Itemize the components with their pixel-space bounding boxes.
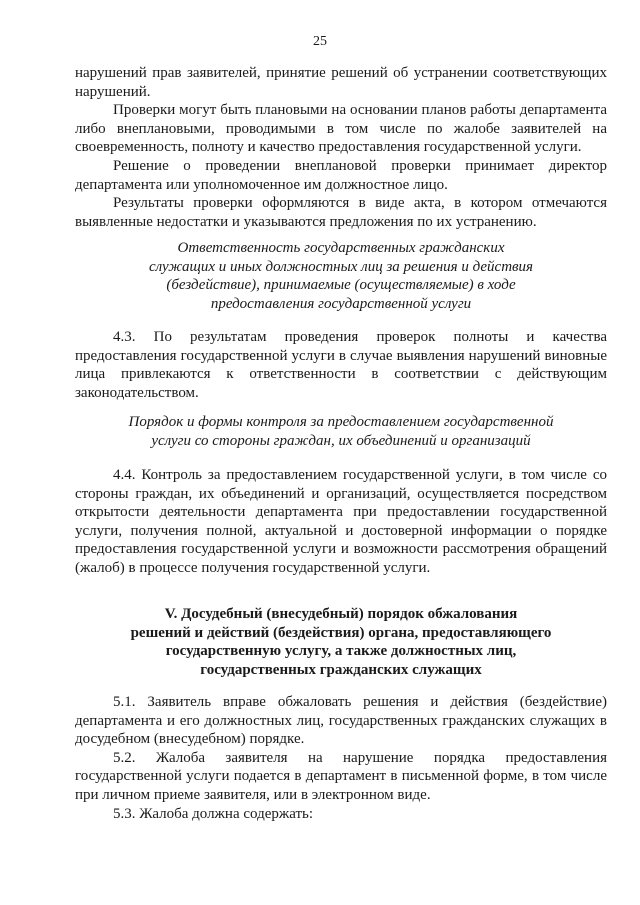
heading-line: решений и действий (бездействия) органа, предоставляющего — [130, 624, 552, 641]
paragraph: нарушений прав заявителей, принятие решений об устранении соответствующих нарушений. — [75, 65, 607, 100]
paragraph: 4.3. По результатам проведения проверок полноты и качества предоставления государственной услуги в случае выявления нарушений виновные лица привлекаются к ответственности в соответствии с действующим законодательством. — [75, 329, 607, 401]
heading-line: (бездействие), принимаемые (осуществляемые) в ходе — [166, 277, 516, 294]
section-heading-control — [75, 413, 607, 450]
section-heading-responsibility — [75, 239, 607, 313]
paragraph-4-3 — [75, 328, 607, 402]
paragraph-4-4 — [75, 466, 607, 578]
heading-line: услуги со стороны граждан, их объединений и организаций — [151, 432, 531, 449]
heading-line: государственных гражданских служащих — [200, 661, 482, 678]
paragraph: Решение о проведении внеплановой проверки принимает директор департамента или уполномоченное им должностное лицо. — [75, 157, 607, 193]
paragraph: Проверки могут быть плановыми на основании планов работы департамента либо внеплановыми, проводимыми в том числе по жалобе заявителей на своевременность, полноту и качество предоставления государственной услуги. — [75, 102, 607, 156]
heading-line: служащих и иных должностных лиц за решения и действия — [148, 258, 534, 275]
heading-line: предоставления государственной услуги — [210, 295, 472, 312]
paragraph: 5.1. Заявитель вправе обжаловать решения и действия (бездействие) департамента и его должностных лиц, государственных гражданских служащих в досудебном (внесудебном) порядке. — [75, 694, 607, 748]
paragraph: Результаты проверки оформляются в виде акта, в котором отмечаются выявленные недостатки и указываются предложения по их устранению. — [75, 195, 607, 230]
heading-line: государственную услугу, а также должностных лиц, — [165, 643, 517, 660]
heading-line: Порядок и формы контроля за предоставлением государственной — [128, 414, 554, 430]
page-number: 25 — [313, 34, 327, 49]
heading-line: Ответственность государственных гражданских — [177, 240, 505, 256]
paragraph-block-inspections — [75, 64, 607, 231]
paragraph: 5.3. Жалоба должна содержать: — [113, 805, 314, 822]
heading-line: V. Досудебный (внесудебный) порядок обжалования — [164, 606, 518, 622]
paragraph-block-5 — [75, 693, 607, 823]
chapter-heading-5 — [75, 605, 607, 679]
paragraph: 4.4. Контроль за предоставлением государственной услуги, в том числе со стороны граждан, их объединений и организаций, осуществляется посредством открытости деятельности департамента при предоставлении государственной услуги, получения полной, актуальной и достоверной информации о порядке предоставления государственной услуги и возможности рассмотрения обращений (жалоб) в процессе получения государственной услуги. — [75, 467, 607, 576]
paragraph: 5.2. Жалоба заявителя на нарушение порядка предоставления государственной услуги подается в департамент в письменной форме, в том числе при личном приеме заявителя, или в электронном виде. — [75, 749, 607, 803]
